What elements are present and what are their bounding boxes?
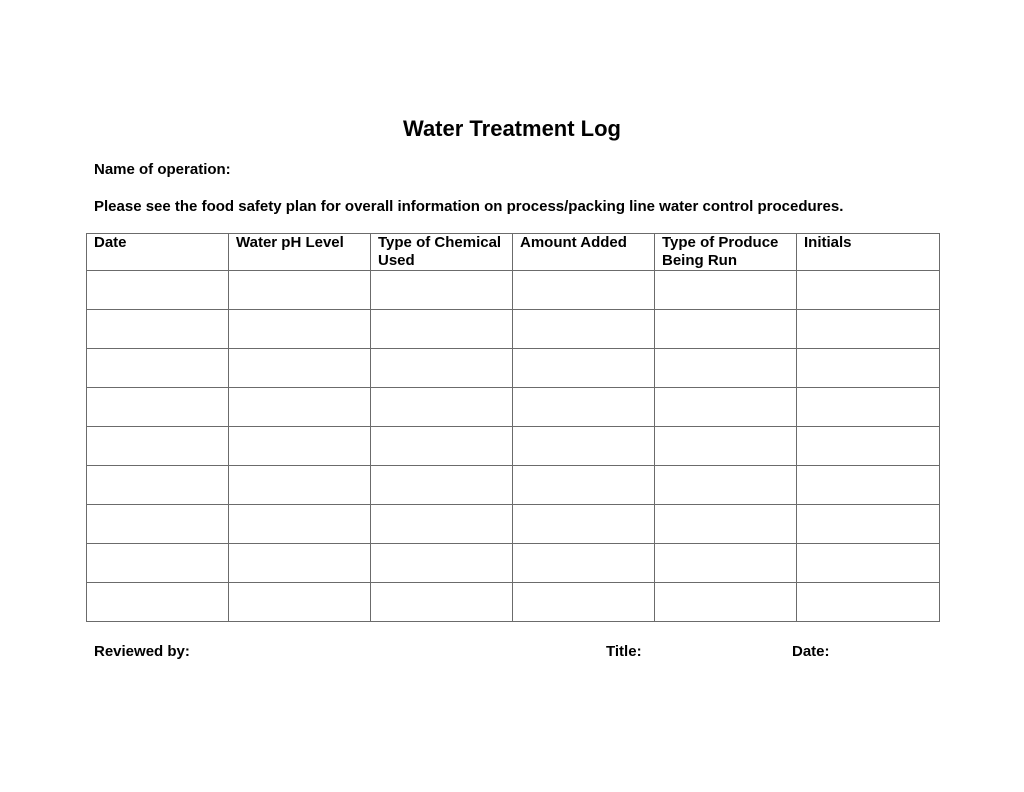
table-cell — [797, 349, 940, 388]
table-cell — [87, 388, 229, 427]
table-cell — [513, 388, 655, 427]
table-cell — [87, 349, 229, 388]
table-cell — [371, 349, 513, 388]
table-cell — [797, 466, 940, 505]
table-cell — [513, 544, 655, 583]
table-cell — [797, 310, 940, 349]
table-cell — [371, 310, 513, 349]
operation-name-label: Name of operation: — [94, 161, 231, 178]
table-cell — [229, 427, 371, 466]
table-cell — [371, 271, 513, 310]
table-cell — [513, 583, 655, 622]
table-cell — [797, 271, 940, 310]
table-cell — [371, 427, 513, 466]
table-cell — [797, 427, 940, 466]
table-cell — [87, 544, 229, 583]
table-cell — [655, 505, 797, 544]
table-cell — [229, 466, 371, 505]
table-cell — [655, 583, 797, 622]
table-cell — [371, 466, 513, 505]
table-cell — [229, 505, 371, 544]
table-cell — [655, 427, 797, 466]
table-cell — [87, 505, 229, 544]
table-cell — [513, 271, 655, 310]
table-cell — [87, 466, 229, 505]
table-cell — [513, 505, 655, 544]
date-label: Date: — [792, 643, 830, 660]
table-row — [87, 427, 940, 466]
table-row — [87, 466, 940, 505]
header-water-ph-level: Water pH Level — [229, 234, 371, 271]
table-cell — [87, 583, 229, 622]
table-cell — [797, 583, 940, 622]
table-cell — [371, 583, 513, 622]
table-cell — [87, 271, 229, 310]
table-cell — [655, 466, 797, 505]
table-cell — [655, 310, 797, 349]
document-title: Water Treatment Log — [403, 116, 621, 141]
table-body — [87, 271, 940, 622]
table-cell — [655, 544, 797, 583]
table-row — [87, 310, 940, 349]
table-cell — [229, 349, 371, 388]
table-cell — [229, 583, 371, 622]
table-cell — [513, 466, 655, 505]
header-type-of-chemical-used: Type of Chemical Used — [371, 234, 513, 271]
header-date: Date — [87, 234, 229, 271]
table-cell — [655, 349, 797, 388]
table-cell — [229, 544, 371, 583]
reviewed-by-label: Reviewed by: — [94, 643, 190, 660]
table-row — [87, 505, 940, 544]
table-cell — [655, 271, 797, 310]
header-type-of-produce-being-run: Type of Produce Being Run — [655, 234, 797, 271]
table-cell — [513, 349, 655, 388]
header-initials: Initials — [797, 234, 940, 271]
table-cell — [797, 505, 940, 544]
food-safety-note: Please see the food safety plan for overall information on process/packing line water control procedures. — [94, 198, 844, 215]
table-row — [87, 388, 940, 427]
table-cell — [371, 505, 513, 544]
table-cell — [797, 544, 940, 583]
table-header-row — [87, 234, 940, 271]
header-amount-added: Amount Added — [513, 234, 655, 271]
table-row — [87, 544, 940, 583]
table-cell — [655, 388, 797, 427]
table-row — [87, 349, 940, 388]
table-cell — [229, 271, 371, 310]
table-row — [87, 583, 940, 622]
water-treatment-table — [86, 233, 940, 622]
table-cell — [797, 388, 940, 427]
table-cell — [513, 310, 655, 349]
table-cell — [513, 427, 655, 466]
title-label: Title: — [606, 643, 642, 660]
table-cell — [87, 310, 229, 349]
table-row — [87, 271, 940, 310]
table-cell — [371, 388, 513, 427]
table-cell — [229, 388, 371, 427]
table-cell — [371, 544, 513, 583]
table-cell — [229, 310, 371, 349]
table-cell — [87, 427, 229, 466]
